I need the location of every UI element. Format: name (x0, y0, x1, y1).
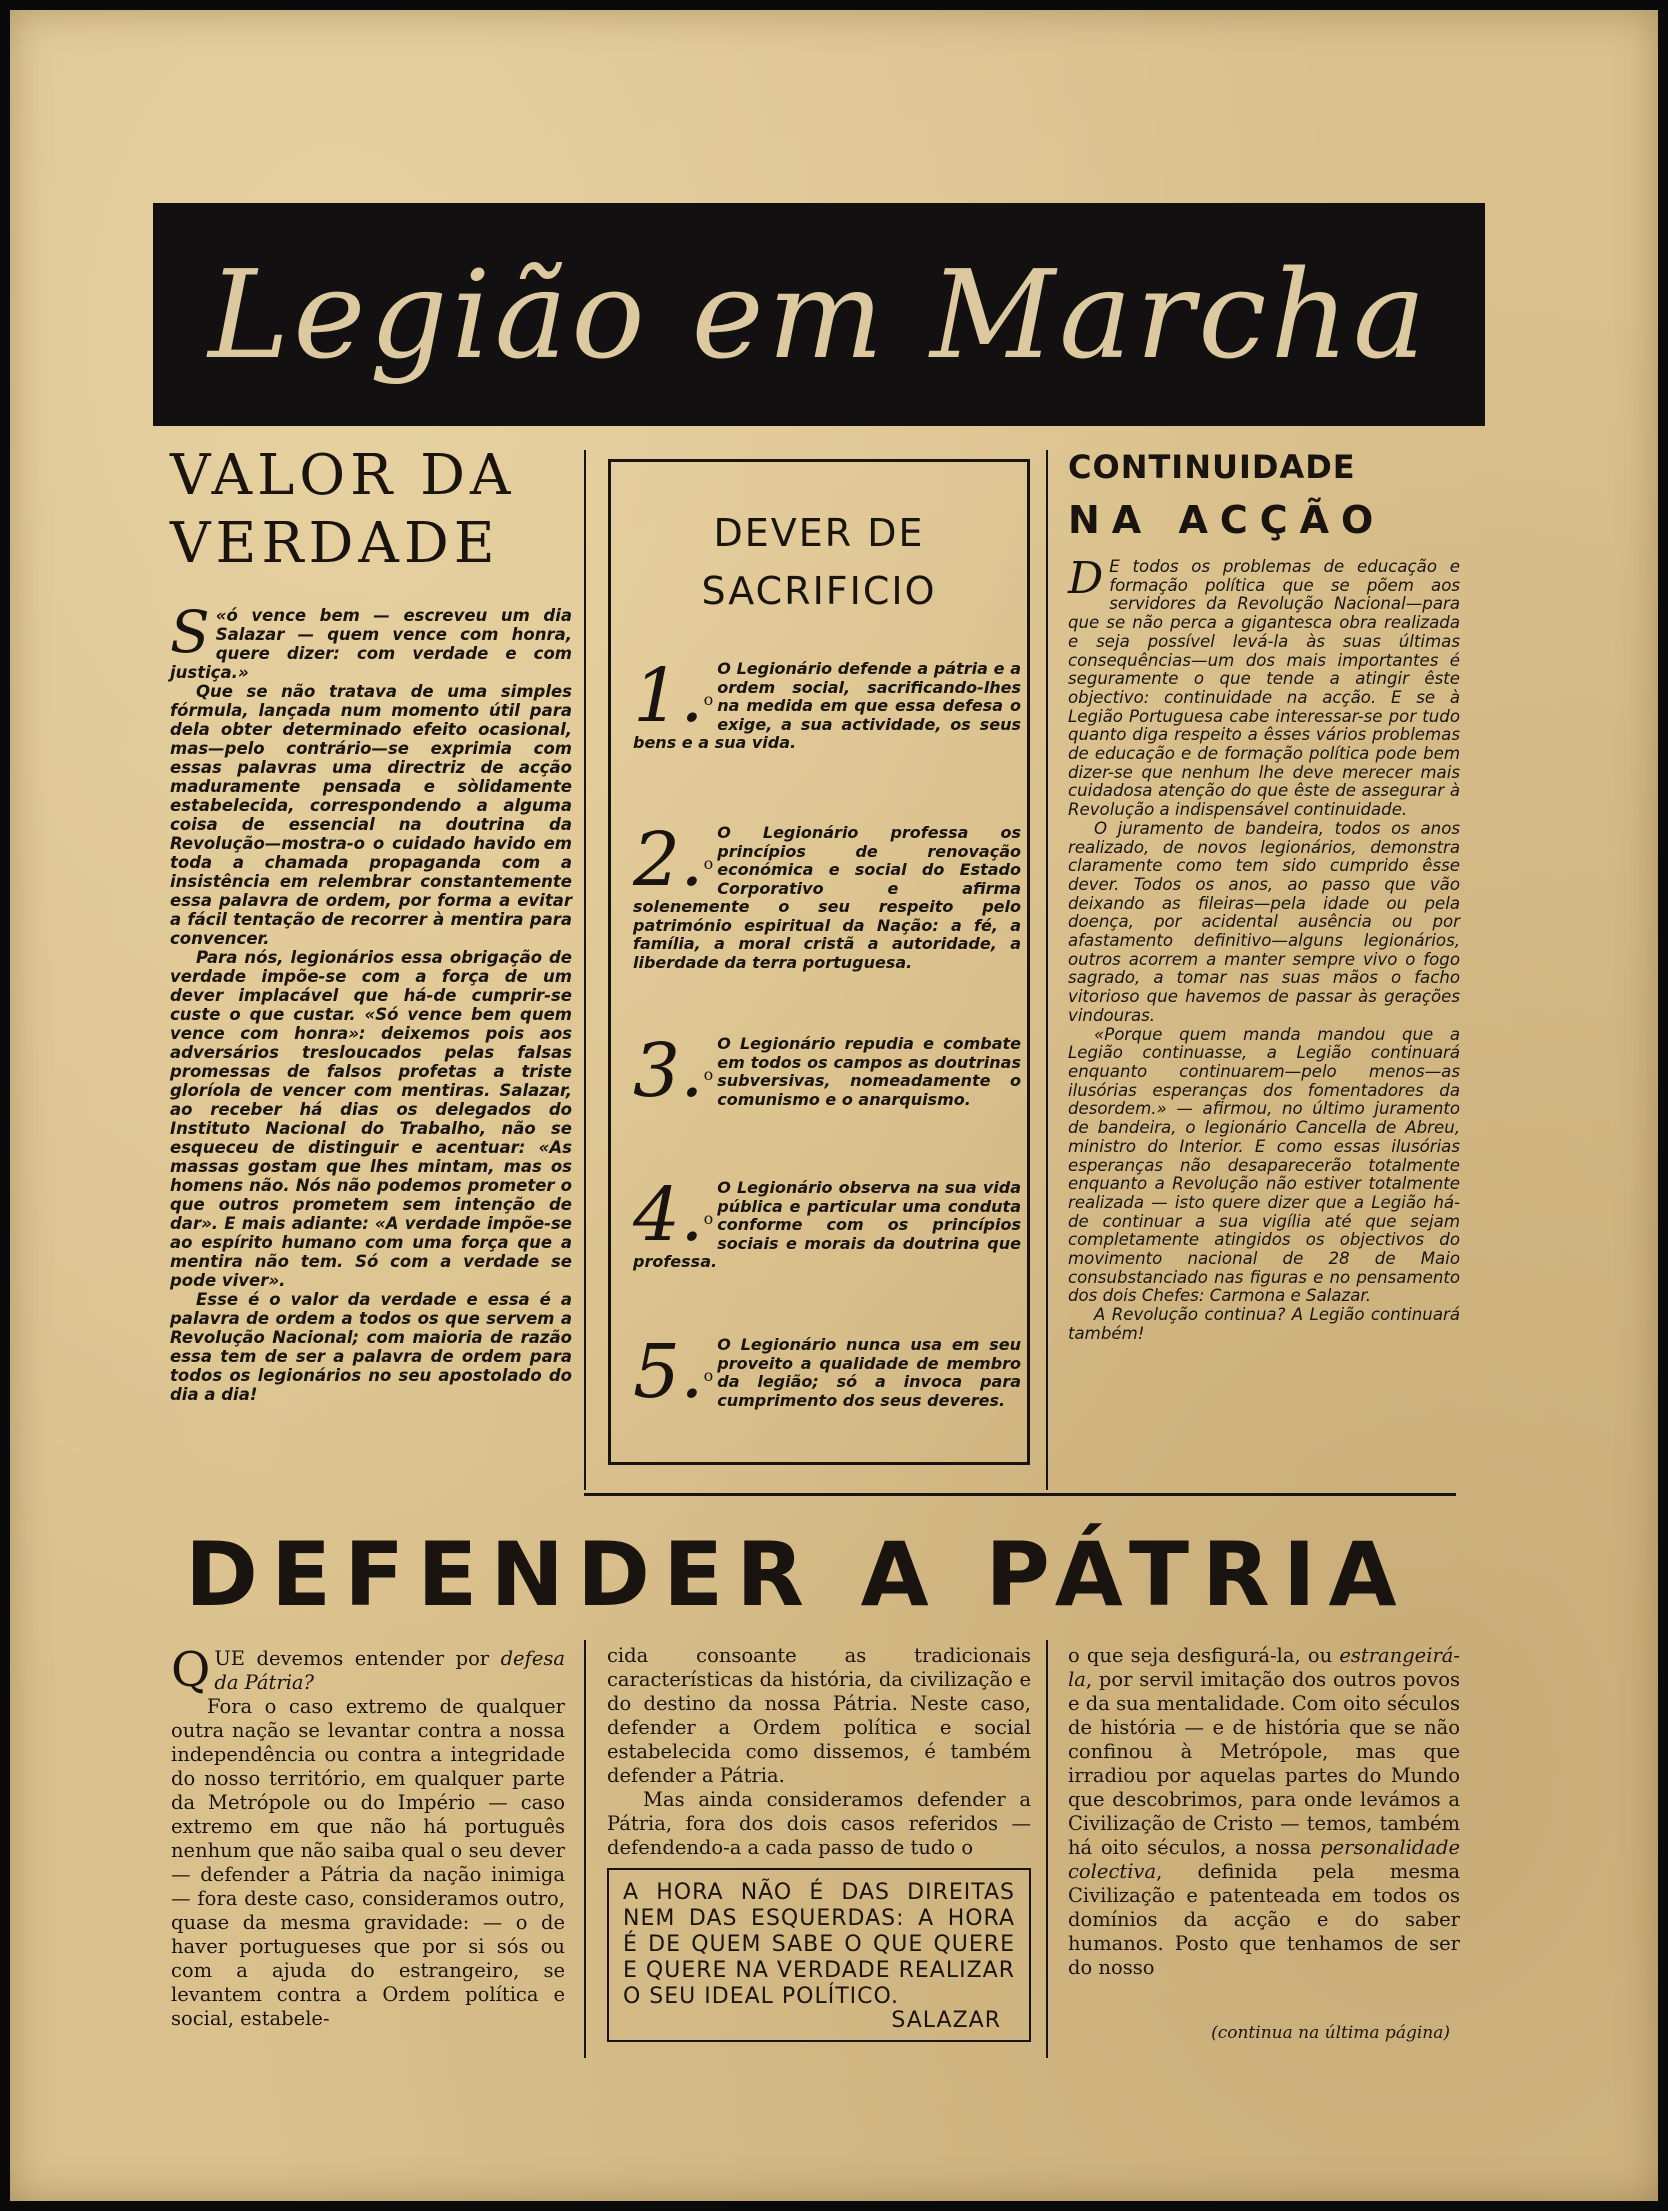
paragraph: Fora o caso extremo de qualquer outra nação se levantar contra a nossa independência ou contra a integridade do nosso território, em qualquer parte da Metrópole ou do Império — caso extremo em que não há português nenhum que não saiba qual o seu dever — defender a Pátria da nação inimiga — fora deste caso, consideramos outro, quase da mesma gravidade: — o de haver portugueses que por si sós ou com a ajuda do estrangeiro, se levantem contra a Ordem política e social, estabele- (171, 1695, 565, 2030)
paragraph: Esse é o valor da verdade e essa é a palavra de ordem a todos os que servem a Revolução Nacional; com maioria de razão essa tem de ser a palavra de ordem para todos os legionários no seu apostolado do dia a dia! (170, 1290, 572, 1404)
column-divider (584, 1640, 586, 2058)
commandment-text: O Legionário professa os princípios de renovação económica e social do Estado Corporativo e afirma solenemente o seu respeito pelo património espiritual da Nação: a fé, a família, a moral cristã a autoridade, a liberdade da terra portuguesa. (633, 823, 1021, 972)
article-title-line: NA ACÇÃO (1068, 498, 1386, 542)
defender-column-3 (1068, 1644, 1460, 1980)
commandment-item (633, 1329, 1021, 1415)
article-body (170, 598, 572, 1404)
emphasis: personalidade colectiva (1068, 1836, 1460, 1883)
commandment-number: 2.$^o$ (633, 817, 714, 903)
dever-de-sacrificio-box (608, 459, 1030, 1465)
article-title-line: VERDADE (170, 511, 500, 576)
commandment-number: 3.$^o$ (633, 1028, 714, 1114)
article-body (1068, 553, 1460, 1344)
article-title (170, 442, 572, 578)
headline-defender-a-patria: DEFENDER A PÁTRIA (185, 1523, 1410, 1626)
quote-text: A HORA NÃO É DAS DIREITAS NEM DAS ESQUERDAS: A HORA É DE QUEM SABE O QUE QUERE E QUERE NA VERDADE REALIZAR O SEU IDEAL POLÍTICO. (623, 1880, 1015, 2009)
commandment-item (633, 653, 1021, 753)
defender-column-1 (171, 1642, 565, 2031)
continued-note: (continua na última página) (1211, 2023, 1450, 2043)
column-divider (1046, 450, 1048, 1490)
commandment-number: 1.$^o$ (633, 653, 714, 739)
section-divider (584, 1493, 1456, 1496)
emphasis: defesa da Pátria? (214, 1647, 565, 1694)
commandment-text: O Legionário nunca usa em seu proveito a qualidade de membro da legião; só a invoca para cumprimento dos seus deveres. (717, 1335, 1021, 1410)
drop-cap: S (170, 598, 210, 666)
defender-column-2 (607, 1644, 1031, 1860)
open-quote: « (215, 606, 227, 625)
paragraph: O juramento de bandeira, todos os anos realizado, de novos legionários, demonstra claramente como tem sido cumprido êsse dever. Todos os anos, ao passo que vão deixando as fileiras—pela idade ou pela doença, por acidental ausência ou por afastamento definitivo—alguns legionários, outros acorrem a manter sempre vivo o fogo sagrado, a tomar nas suas mãos o facho vitorioso que havemos de passar às gerações vindouras. (1068, 818, 1460, 1025)
commandment-text: O Legionário repudia e combate em todos os campos as doutrinas subversivas, nomeadamente o comunismo e o anarquismo. (717, 1034, 1021, 1109)
column-divider (1046, 1640, 1048, 2058)
paragraph: , por servil imitação dos outros povos e da sua mentalidade. Com oito séculos de história — e de história que se não confinou à Metrópole, mas que irradiou por aquelas partes do Mundo que descobrimos, para onde levámos a Civilização de Cristo — temos, também há oito séculos, a nossa (1068, 1668, 1460, 1859)
drop-cap: Q (171, 1642, 211, 1698)
commandment-number: 4.$^o$ (633, 1172, 714, 1258)
paragraph: Que se não tratava de uma simples fórmula, lançada num momento útil para dela obter determinado efeito ocasional, mas—pelo contrário—se exprimia com essas palavras uma directriz de acção maduramente pensada e sòlidamente estabelecida, correspondendo a alguma coisa de essencial na doutrina da Revolução—mostra-o o cuidado havido em toda a chamada propaganda com a insistência em relembrar constantemente essa palavra de ordem, por forma a evitar a fácil tentação de recorrer à mentira para convencer. (170, 682, 572, 948)
paragraph: A Revolução continua? A Legião continuará também! (1068, 1305, 1460, 1343)
masthead (153, 203, 1485, 426)
salazar-quote-box (607, 1868, 1031, 2042)
commandment-item (633, 1028, 1021, 1114)
article-valor-da-verdade (170, 442, 572, 1404)
paragraph: «Porque quem manda mandou que a Legião continuasse, a Legião continuará enquanto continuarem—pelo menos—as ilusórias esperanças dos fomentadores da desordem.» — afirmou, no último juramento de bandeira, o legionário Cancella de Abreu, ministro do Interior. E como essas ilusórias esperanças não desaparecerão totalmente enquanto a Revolução não estiver totalmente realizada — isto quere dizer que a Legião há-de continuar a sua vigília até que sejam completamente atingidos os objectivos do movimento nacional de 28 de Maio consubstanciado nas figuras e no pensamento dos dois Chefes: Carmona e Salazar. (1068, 1024, 1460, 1306)
newspaper-page (10, 10, 1658, 2201)
paragraph: ó vence bem — escreveu um dia Salazar — quem vence com honra, quere dizer: com verdade e com justiça.» (170, 606, 572, 682)
paragraph: UE devemos entender por (214, 1647, 501, 1670)
commandment-number: 5.$^o$ (633, 1329, 714, 1415)
paragraph: E todos os problemas de educação e formação política que se põem aos servidores da Revolução Nacional—para que se não perca a gigantesca obra realizada e seja possível levá-la às suas últimas consequências—um dos mais importantes é seguramente o que tende a atingir êste objectivo: continuidade na acção. E se à Legião Portuguesa cabe interessar-se por tudo quanto diga respeito a êsses vários problemas de educação e de formação política pode bem dizer-se que nenhum lhe deve merecer mais cuidadosa atenção do que êste de assegurar à Revolução a indispensável continuidade. (1068, 557, 1460, 820)
emphasis: estrangeirá-la (1068, 1644, 1460, 1691)
paragraph: o que seja desfigurá-la, ou (1068, 1644, 1340, 1667)
masthead-title: Legião em Marcha (208, 243, 1430, 386)
commandment-text: O Legionário defende a pátria e a ordem social, sacrificando-lhes na medida em que essa defesa o exige, a sua actividade, os seus bens e a sua vida. (633, 659, 1021, 752)
drop-cap: D (1068, 553, 1104, 604)
commandment-item (633, 1172, 1021, 1272)
paragraph: Mas ainda consideramos defender a Pátria, fora dos dois casos referidos — defendendo-a a cada passo de tudo o (607, 1788, 1031, 1859)
paragraph: cida consoante as tradicionais características da história, da civilização e do destino da nossa Pátria. Neste caso, defender a Ordem política e social estabelecida como dissemos, é também defender a Pátria. (607, 1644, 1031, 1787)
quote-author: SALAZAR (891, 2008, 1001, 2033)
box-title-line: SACRIFICIO (701, 569, 937, 613)
box-title (611, 504, 1027, 620)
column-divider (584, 450, 586, 1490)
commandment-item (633, 817, 1021, 972)
article-title-line: CONTINUIDADE (1068, 448, 1356, 486)
box-title-line: DEVER DE (713, 511, 925, 555)
article-title (1068, 442, 1460, 548)
commandment-text: O Legionário observa na sua vida pública e particular uma conduta conforme com os princípios sociais e morais da doutrina que professa. (633, 1178, 1021, 1271)
paragraph: , definida pela mesma Civilização e patenteada em todos os domínios da acção e do saber humanos. Posto que tenhamos de ser do nosso (1068, 1860, 1460, 1979)
paragraph: Para nós, legionários essa obrigação de verdade impõe-se com a força de um dever implacável que há-de cumprir-se custe o que custar. «Só vence bem quem vence com honra»: deixemos pois aos adversários tresloucados pelas falsas promessas de falsos profetas a triste gloríola de vencer com mentiras. Salazar, ao receber há dias os delegados do Instituto Nacional do Trabalho, não se esqueceu de distinguir e acentuar: «As massas gostam que lhes mintam, mas os homens não. Nós não podemos prometer o que outros prometem sem intenção de dar». E mais adiante: «A verdade impõe-se ao espírito humano com uma força que a mentira não tem. Só com a verdade se pode viver». (170, 948, 572, 1290)
article-continuidade-na-accao (1068, 442, 1460, 1344)
article-title-line: VALOR DA (170, 443, 516, 508)
